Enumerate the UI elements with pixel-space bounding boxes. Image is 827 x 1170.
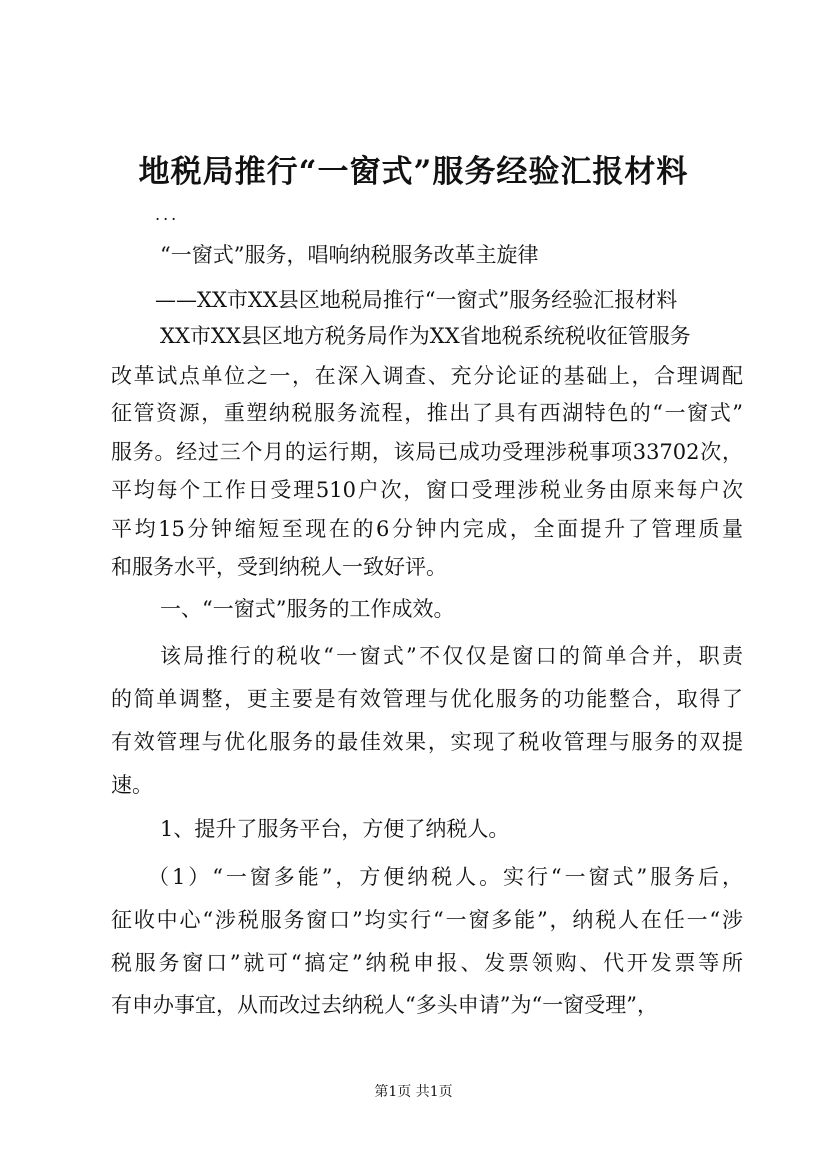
paragraph-line: XX市XX县区地方税务局作为XX省地税系统税收征管服务 xyxy=(160,324,691,348)
paragraph-line: 的简单调整，更主要是有效管理与优化服务的功能整合，取得了 xyxy=(111,687,743,711)
subtitle: “一窗式”服务，唱响纳税服务改革主旋律 xyxy=(160,243,539,267)
paragraph-line: 税服务窗口”就可“搞定”纳税申报、发票领购、代开发票等所 xyxy=(111,951,743,975)
paragraph-line: 有效管理与优化服务的最佳效果，实现了税收管理与服务的双提 xyxy=(111,730,743,754)
paragraph-line: 速。 xyxy=(111,773,153,797)
paragraph-line: 平均每个工作日受理510户次，窗口受理涉税业务由原来每户次 xyxy=(111,478,743,502)
paragraph-line: 该局推行的税收“一窗式”不仅仅是窗口的简单合并，职责 xyxy=(160,644,743,668)
paragraph-line: 平均15分钟缩短至现在的6分钟内完成，全面提升了管理质量 xyxy=(111,517,743,541)
paragraph-line: 改革试点单位之一，在深入调查、充分论证的基础上，合理调配 xyxy=(111,364,743,388)
page-footer: 第1页 共1页 xyxy=(374,1084,453,1100)
section-heading: 一、“一窗式”服务的工作成效。 xyxy=(160,597,455,621)
paragraph-line: 服务。经过三个月的运行期，该局已成功受理涉税事项33702次， xyxy=(111,440,743,464)
subsection-heading: 1、提升了服务平台，方便了纳税人。 xyxy=(160,817,510,841)
paragraph-line: 有申办事宜，从而改过去纳税人“多头申请”为“一窗受理”， xyxy=(111,993,658,1017)
paragraph-line: 和服务水平，受到纳税人一致好评。 xyxy=(111,555,447,579)
ellipsis: ... xyxy=(155,205,180,224)
subtitle-line: ——XX市XX县区地税局推行“一窗式”服务经验汇报材料 xyxy=(155,288,678,312)
paragraph-line: 征收中心“涉税服务窗口”均实行“一窗多能”，纳税人在任一“涉 xyxy=(111,908,743,932)
paragraph-line: 征管资源，重塑纳税服务流程，推出了具有西湖特色的“一窗式” xyxy=(111,401,743,425)
paragraph-line: （1）“一窗多能”，方便纳税人。实行“一窗式”服务后， xyxy=(148,865,743,889)
document-title: 地税局推行“一窗式”服务经验汇报材料 xyxy=(138,154,689,190)
